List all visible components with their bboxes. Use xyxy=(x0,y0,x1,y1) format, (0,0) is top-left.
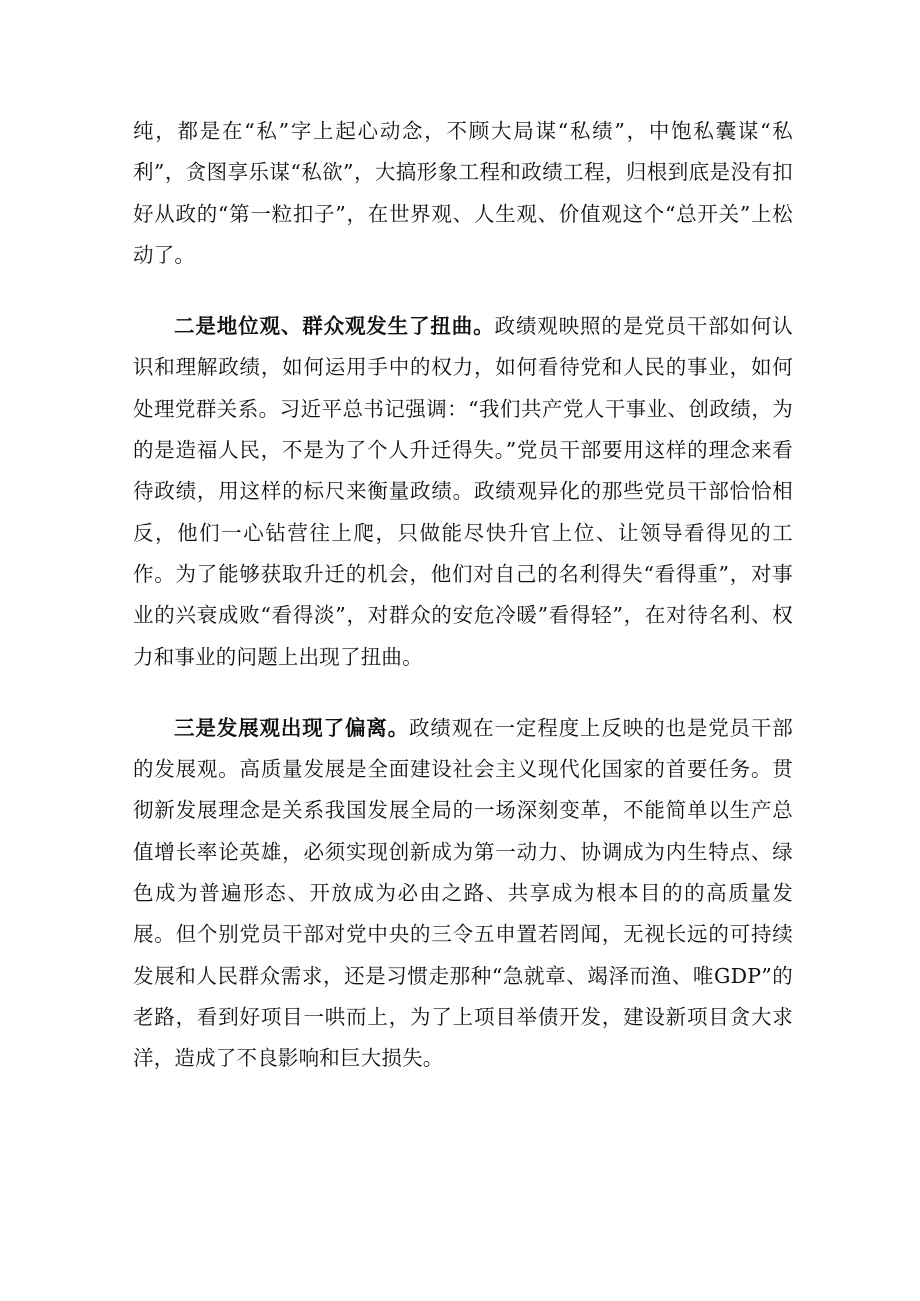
paragraph-development-view xyxy=(133,708,793,1080)
paragraph-continued xyxy=(133,111,793,276)
paragraph-lead: 三是发展观出现了偏离。 xyxy=(174,715,410,740)
document-body xyxy=(133,111,793,1080)
paragraph-text: 纯，都是在“私”字上起心动念，不顾大局谋“私绩”，中饱私囊谋“私利”，贪图享乐谋“私欲”，大搞形象工程和政绩工程，归根到底是没有扣好从政的“第一粒扣子”，在世界观、人生观、价值观这个“总开关”上松动了。 xyxy=(133,119,793,267)
paragraph-lead: 二是地位观、群众观发生了扭曲。 xyxy=(174,314,495,339)
paragraph-text: 政绩观映照的是党员干部如何认识和理解政绩，如何运用手中的权力，如何看待党和人民的事业，如何处理党群关系。习近平总书记强调：“我们共产党人干事业、创政绩，为的是造福人民，不是为了个人升迁得失。”党员干部要用这样的理念来看待政绩，用这样的标尺来衡量政绩。政绩观异化的那些党员干部恰恰相反，他们一心钻营往上爬，只做能尽快升官上位、让领导看得见的工作。为了能够获取升迁的机会，他们对自己的名利得失“看得重”，对事业的兴衰成败“看得淡”，对群众的安危冷暖”看得轻”，在对待名利、权力和事业的问题上出现了扭曲。 xyxy=(133,314,793,669)
paragraph-status-view xyxy=(133,306,793,678)
paragraph-text: 政绩观在一定程度上反映的也是党员干部的发展观。高质量发展是全面建设社会主义现代化国家的首要任务。贯彻新发展理念是关系我国发展全局的一场深刻变革，不能简单以生产总值增长率论英雄，必须实现创新成为第一动力、协调成为内生特点、绿色成为普遍形态、开放成为必由之路、共享成为根本目的的高质量发展。但个别党员干部对党中央的三令五申置若罔闻，无视长远的可持续发展和人民群众需求，还是习惯走那种“急就章、竭泽而渔、唯GDP”的老路，看到好项目一哄而上，为了上项目举债开发，建设新项目贪大求洋，造成了不良影响和巨大损失。 xyxy=(133,715,793,1071)
